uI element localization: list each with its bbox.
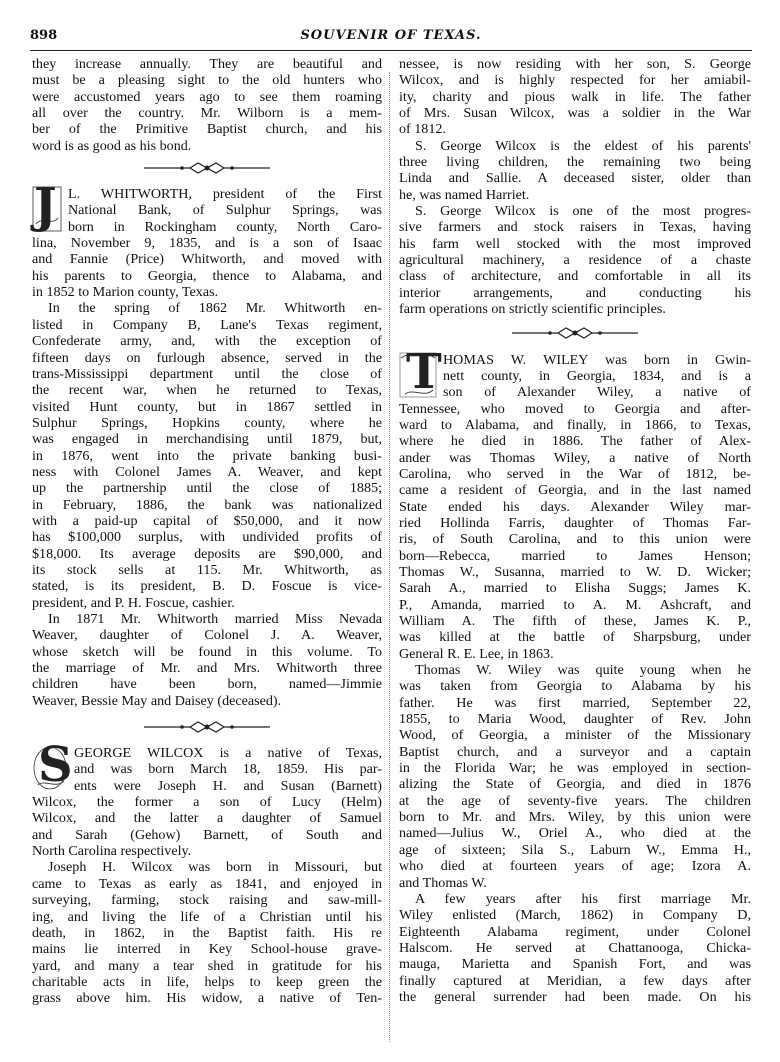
wilcox-continued [399,56,751,138]
text-line: Carolina, who served in the War of 1812, be- [399,465,751,482]
ornament-flourish-icon [510,326,640,340]
text-line: surveying, farming, stock raising and saw-mill- [32,892,382,909]
text-line: Wilcox, the former a son of Lucy (Helm) [32,794,382,811]
text-line: of 1812. [399,121,446,138]
text-line: ing, and living the life of a Christian until his [32,908,382,925]
text-line: was engaged in merchandising until 1879, but, [32,431,382,448]
text-line: farm operations on strictly scientific principles. [399,301,666,318]
page-number: 898 [30,28,58,43]
text-line: ber of the Primitive Baptist church, and his [32,121,382,138]
dropcap-s [32,737,73,794]
text-line: president, and P. H. Foscue, cashier. [32,594,235,611]
wiley-intro-hang [399,352,751,401]
right-column [399,56,751,1005]
wilcox-paragraph-4 [399,203,751,317]
text-line: Baptist church, and a surveyor and a captain [399,743,751,760]
text-line: In 1871 Mr. Whitworth married Miss Nevada [48,611,382,627]
text-line: Wood, of Georgia, a minister of the Missionary [399,727,751,744]
text-line: fifteen days on furlough absence, served in the [32,349,382,366]
column-divider [389,72,390,1042]
running-head: SOUVENIR OF TEXAS. [300,28,482,43]
wilcox-paragraph-3 [399,138,751,203]
text-line: the marriage of Mr. and Mrs. Whitworth three [32,660,382,677]
text-line: mauga, Marietta and Spanish Fort, and was [399,956,751,973]
text-line: S. George Wilcox is one of the most progres- [415,203,751,220]
text-line: Joseph H. Wilcox was born in Missouri, but [48,859,382,876]
text-line: in February, 1886, the bank was nationalized [32,496,382,513]
text-line: State ended his days. Alexander Wiley mar- [399,498,751,515]
dropcap-letter: T [406,343,442,400]
text-line: trans-Mississippi department until the close of [32,365,382,382]
text-line: was taken from Georgia to Alabama by his [399,678,751,695]
text-line: who died at fourteen years of age; Izora A. [399,858,751,875]
text-line: son of Alexander Wiley, a native of [443,384,751,401]
wilcox-paragraph-2 [32,859,382,1006]
text-line: stated, is its president, B. D. Foscue is vice- [32,578,382,595]
text-line: P., Amanda, married to A. M. Ashcraft, and [399,596,751,613]
wiley-sketch [399,343,751,1006]
text-line: and Fannie (Price) Whitworth, and moved with [32,251,382,268]
text-line: Eighteenth Alabama regiment, under Colonel [399,923,751,940]
text-line: he, was named Harriet. [399,186,530,203]
text-line: with a paid-up capital of $50,000, and it now [32,512,382,529]
wiley-paragraph-2 [399,662,751,891]
text-line: age of sixteen; Sila S., Laburn W., Emma H., [399,841,751,858]
text-line: National Bank, of Sulphur Springs, was [68,202,382,219]
text-line: must be a pleasing sight to the old hunters who [32,72,382,89]
text-line: grass above him. His widow, a native of Ten- [32,990,382,1007]
text-line: death, in 1862, in the Baptist faith. His re [32,924,382,941]
text-line: named—Julius W., Oriel A., who died at the [399,825,751,842]
text-line: ander was Thomas Wiley, a native of North [399,449,751,466]
wilcox-paragraph-1 [32,794,382,859]
text-line: class of architecture, and comfortable in all its [399,268,751,285]
text-line: ness with Colonel James A. Weaver, and kept [32,463,382,480]
dropcap-j [32,178,60,235]
text-line: came a resident of Georgia, and in the last named [399,482,751,499]
section-ornament [32,158,382,176]
text-line: has $100,000 surplus, with undivided profits of [32,529,382,546]
text-line: HOMAS W. WILEY was born in Gwin- [443,351,751,368]
text-line: Weaver, Bessie May and Daisey (deceased). [32,692,282,709]
text-line: agricultural machinery, a residence of a chaste [399,252,751,269]
ornament-flourish-icon [142,720,272,734]
text-line: at the age of seventy-five years. The children [399,792,751,809]
whitworth-sketch [32,178,382,709]
text-line: children have been born, named—Jimmie [32,676,382,693]
text-line: ity, charity and pious walk in life. The father [399,88,751,105]
text-line: S. George Wilcox is the eldest of his parents' [415,137,751,154]
text-line: Confederate army, and, with the exception of [32,333,382,350]
text-line: born in Rockingham county, North Caro- [68,218,382,235]
text-line: his farm well stocked with the most improved [399,235,751,252]
text-line: three living children, the remaining two being [399,154,751,171]
text-line: ris, of South Carolina, and to this union were [399,531,751,548]
text-line: Wilcox, and the latter a daughter of Samuel [32,810,382,827]
wilcox-sketch [32,737,382,1007]
text-line: alizing the State of Georgia, and died in 1876 [399,776,751,793]
text-line: and Thomas W. [399,874,487,891]
text-line: Thomas W., Susanna, married to W. D. Wicker; [399,563,751,580]
text-line: Thomas W. Wiley was quite young when he [415,662,751,679]
whitworth-paragraph-2 [32,300,382,611]
text-line: in 1852 to Marion county, Texas. [32,284,219,301]
text-line: listed in Company B, Lane's Texas regiment, [32,316,382,333]
text-line: Sarah A., married to Elisha Suggs; James K. [399,580,751,597]
text-line: finally captured at Meridian, a few days after [399,972,751,989]
text-line: where he died in 1886. The father of Alex- [399,433,751,450]
text-line: Linda and Sallie. A deceased sister, older than [399,170,751,187]
text-line: the general surrender had been made. On his [399,988,751,1005]
text-line: born to Mr. and Mrs. Wiley, by this union were [399,809,751,826]
section-ornament [32,717,382,735]
text-line: mains lie interred in Key School-house grave- [32,941,382,958]
text-line: $18,000. Its average deposits are $90,000, and [32,545,382,562]
text-line: its stock sells at 115. Mr. Whitworth, as [32,561,382,578]
text-line: lina, November 9, 1835, and is a son of Isaac [32,235,382,252]
text-line: Wiley enlisted (March, 1862) in Company D, [399,907,751,924]
page-header [30,28,752,48]
text-line: up the partnership until the close of 1885; [32,480,382,497]
dropcap-t [399,343,442,400]
text-line: were accustomed years ago to see them roaming [32,88,382,105]
text-line: William A. The fifth of these, James K. P., [399,613,751,629]
text-line: General R. E. Lee, in 1863. [399,645,554,662]
dropcap-letter: J [34,178,57,235]
text-line: his parents to Georgia, thence to Alabama, and [32,267,382,284]
header-rule [30,50,752,51]
whitworth-intro-hang [32,186,382,235]
text-line: whose sketch will be found in this volume. To [32,643,382,660]
text-line: ents were Joseph H. and Susan (Barnett) [74,777,382,794]
text-line: of Mrs. Susan Wilcox, was a soldier in the War [399,105,751,122]
text-line: 1855, to Maria Wood, daughter of Rev. John [399,711,751,728]
wilborn-conclusion [32,56,382,154]
text-line: yard, and many a tear shed in gratitude for his [32,957,382,974]
text-line: North Carolina respectively. [32,843,192,860]
wiley-paragraph-3 [399,891,751,1005]
whitworth-paragraph-1 [32,235,382,300]
text-line: all over the country. Mr. Wilborn is a mem- [32,105,382,122]
text-line: came to Texas as early as 1841, and enjoyed in [32,875,382,892]
section-ornament [399,324,751,342]
text-line: born—Rebecca, married to James Henson; [399,547,751,564]
text-line: and was born March 18, 1859. His par- [74,761,382,778]
text-line: sive farmers and stock raisers in Texas, having [399,219,751,236]
text-line: in 1876, went into the private banking busi- [32,447,382,464]
wiley-paragraph-1 [399,401,751,663]
text-line: ried Hollinda Farris, daughter of Thomas Far- [399,514,751,531]
text-line: ward to Alabama, and finally, in 1866, to Texas, [399,416,751,433]
text-line: interior arrangements, and conducting his [399,284,751,301]
left-column [32,56,382,1007]
text-line: they increase annually. They are beautiful and [32,56,382,72]
text-line: Tennessee, who moved to Georgia and after- [399,400,751,417]
text-line: and Sarah (Gehow) Barnett, of South and [32,826,382,843]
text-line: in the Florida War; he was employed in section- [399,760,751,777]
text-line: visited Hunt county, but in 1867 settled in [32,398,382,415]
text-line: Wilcox, and is highly respected for her amiabil- [399,72,751,89]
text-line: nessee, is now residing with her son, S. George [399,56,751,72]
dropcap-letter: S [38,737,73,794]
text-line: A few years after his first marriage Mr. [415,890,751,907]
text-line: was killed at the battle of Sharpsburg, under [399,629,751,646]
text-line: Halscom. He served at Chattanooga, Chicka- [399,939,751,956]
wilcox-intro-hang [32,745,382,794]
text-line: L. WHITWORTH, president of the First [68,186,382,203]
text-line: the recent war, when he returned to Texas, [32,382,382,399]
text-line: charitable acts in life, helps to keep green the [32,973,382,990]
text-line: GEORGE WILCOX is a native of Texas, [74,745,382,762]
text-line: In the spring of 1862 Mr. Whitworth en- [48,300,382,317]
text-line: nett county, in Georgia, 1834, and is a [443,367,751,384]
whitworth-paragraph-3 [32,611,382,709]
text-line: Weaver, daughter of Colonel J. A. Weaver, [32,627,382,644]
text-line: word is as good as his bond. [32,137,192,154]
text-line: father. He was first married, September 22, [399,694,751,711]
text-line: Sulphur Springs, Hopkins county, where he [32,414,382,431]
ornament-flourish-icon [142,161,272,175]
